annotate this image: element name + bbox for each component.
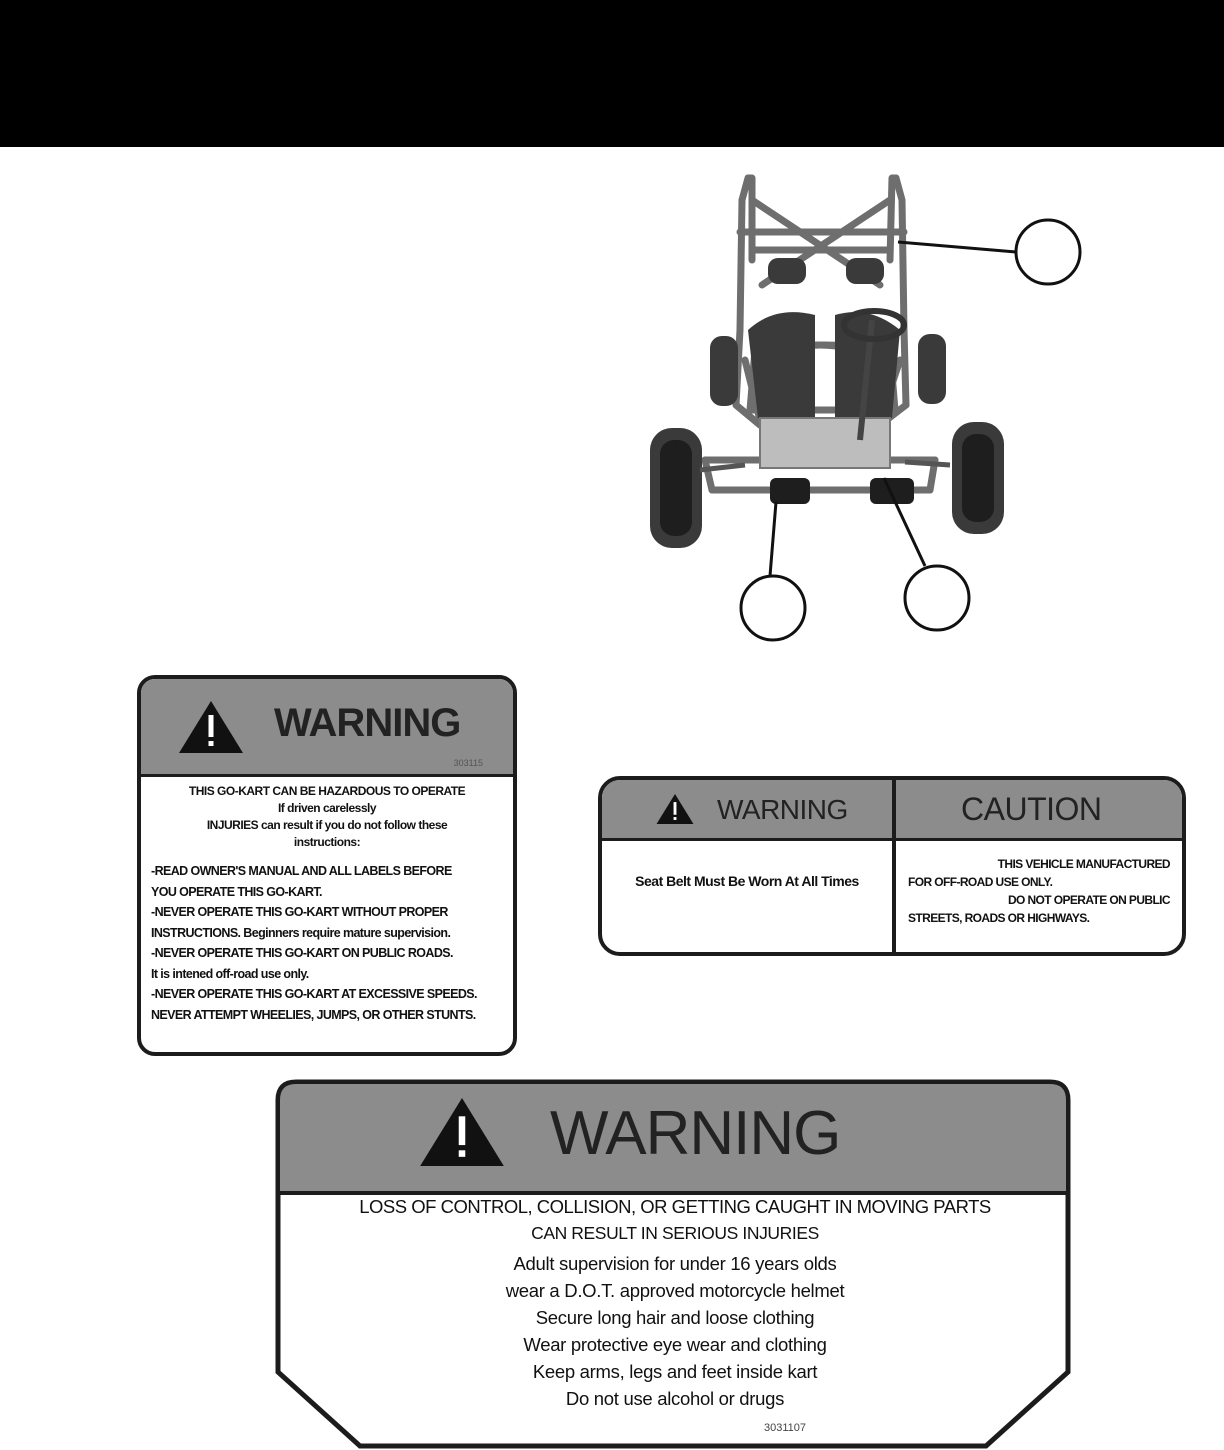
seatbelt-caution-label	[598, 776, 1186, 956]
warning-triangle-icon	[179, 701, 243, 753]
instruction-line: -READ OWNER'S MANUAL AND ALL LABELS BEFORE	[151, 864, 452, 878]
instruction-line: -NEVER OPERATE THIS GO-KART ON PUBLIC ROADS.	[151, 946, 453, 960]
caution-section-header	[896, 780, 1182, 838]
warning-label-header	[141, 679, 513, 777]
warning-section-header	[602, 780, 896, 838]
instruction-line: It is intened off-road use only.	[151, 966, 309, 981]
large-warning-title: WARNING	[550, 1099, 841, 1168]
caution-line: DO NOT OPERATE ON PUBLIC	[1007, 893, 1170, 907]
instruction-line: YOU OPERATE THIS GO-KART.	[151, 884, 322, 899]
safety-line: wear a D.O.T. approved motorcycle helmet	[505, 1280, 845, 1301]
seatbelt-text: Seat Belt Must Be Worn At All Times	[635, 872, 859, 889]
intro-line: If driven carelessly	[277, 801, 377, 815]
go-kart-illustration	[0, 0, 1224, 660]
safety-line: Adult supervision for under 16 years olds	[513, 1253, 837, 1274]
intro-line: instructions:	[293, 835, 361, 849]
warning-triangle-icon	[420, 1098, 504, 1166]
caution-line: THIS VEHICLE MANUFACTURED	[997, 857, 1170, 871]
caution-line: FOR OFF-ROAD USE ONLY.	[908, 875, 1053, 889]
safety-line: Do not use alcohol or drugs	[565, 1388, 785, 1409]
warning-triangle-icon	[656, 794, 694, 824]
headline-line: CAN RESULT IN SERIOUS INJURIES	[531, 1223, 819, 1243]
warning-title: WARNING	[274, 701, 461, 745]
warning-label-hazardous	[137, 675, 517, 1056]
warning-title: WARNING	[717, 794, 848, 825]
instruction-line: INSTRUCTIONS. Beginners require mature supervision.	[151, 925, 451, 940]
instruction-line: -NEVER OPERATE THIS GO-KART WITHOUT PROPER	[151, 905, 448, 919]
caution-line: STREETS, ROADS OR HIGHWAYS.	[908, 911, 1090, 925]
safety-line: Wear protective eye wear and clothing	[523, 1334, 827, 1355]
headline-line: LOSS OF CONTROL, COLLISION, OR GETTING CAUGHT IN MOVING PARTS	[359, 1196, 991, 1217]
instruction-line: -NEVER OPERATE THIS GO-KART AT EXCESSIVE SPEEDS.	[151, 987, 477, 1001]
instruction-line: NEVER ATTEMPT WHEELIES, JUMPS, OR OTHER STUNTS.	[151, 1007, 476, 1022]
caution-title: CAUTION	[961, 791, 1102, 827]
intro-line: THIS GO-KART CAN BE HAZARDOUS TO OPERATE	[188, 784, 466, 798]
safety-line: Secure long hair and loose clothing	[535, 1307, 815, 1328]
intro-line: INJURIES can result if you do not follow these	[206, 818, 448, 832]
label-code: 3031107	[764, 1422, 807, 1434]
safety-line: Keep arms, legs and feet inside kart	[532, 1361, 818, 1382]
label-code: 303115	[453, 758, 483, 768]
